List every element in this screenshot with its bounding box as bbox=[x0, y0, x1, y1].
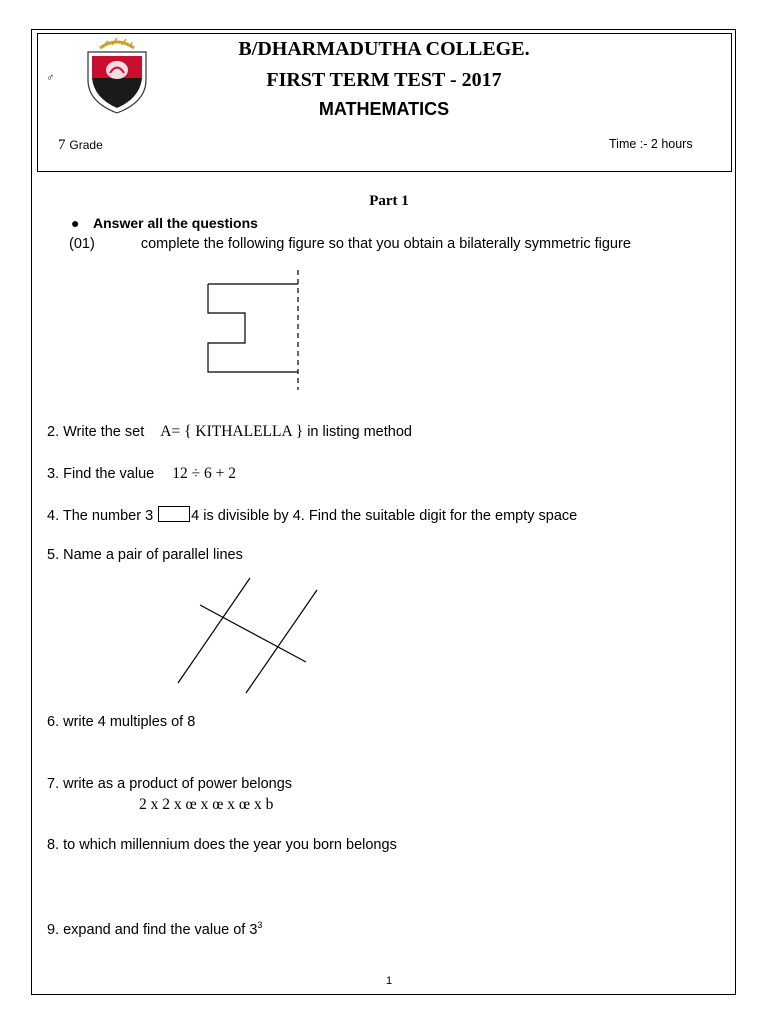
test-title: FIRST TERM TEST - 2017 bbox=[266, 69, 502, 91]
q8-text: 8. to which millennium does the year you born belongs bbox=[47, 837, 397, 853]
question-6 bbox=[47, 714, 195, 730]
empty-digit-box bbox=[158, 506, 190, 522]
question-1 bbox=[69, 236, 631, 252]
grade bbox=[58, 136, 103, 154]
q3-text: 3. Find the value bbox=[47, 466, 155, 482]
question-8 bbox=[47, 837, 397, 853]
q6-text: 6. write 4 multiples of 8 bbox=[47, 714, 196, 730]
question-3 bbox=[47, 465, 236, 483]
grade-number: 7 bbox=[58, 137, 66, 153]
part-heading: Part 1 bbox=[369, 193, 409, 209]
question-7 bbox=[47, 776, 292, 792]
q3-expression: 12 ÷ 6 + 2 bbox=[172, 465, 236, 482]
question-4 bbox=[47, 506, 577, 524]
page-number: 1 bbox=[385, 975, 393, 987]
school-name: B/DHARMADUTHA COLLEGE. bbox=[238, 38, 530, 60]
q5-text: 5. Name a pair of parallel lines bbox=[47, 547, 243, 563]
bullet-icon: ● bbox=[71, 215, 80, 231]
q7-text: 7. write as a product of power belongs bbox=[47, 776, 293, 792]
q1-number: (01) bbox=[69, 236, 95, 252]
question-9 bbox=[47, 920, 262, 938]
q1-text: complete the following figure so that you obtain a bilaterally symmetric figure bbox=[140, 236, 631, 252]
q2-set: A= { KITHALELLA } bbox=[160, 423, 304, 440]
question-2 bbox=[47, 423, 412, 441]
question-5 bbox=[47, 547, 243, 563]
instruction-text: Answer all the questions bbox=[93, 215, 258, 231]
q9-text: 9. expand and find the value of 3 bbox=[47, 921, 258, 938]
instruction bbox=[71, 215, 258, 231]
time-allowed: Time :- 2 hours bbox=[609, 137, 693, 151]
q9-exponent: 3 bbox=[257, 920, 263, 930]
q7-expression: 2 x 2 x œ x œ x œ x b bbox=[139, 796, 274, 813]
q4-text-b: 4 is divisible by 4. Find the suitable digit for the empty space bbox=[191, 508, 578, 524]
parallel-lines-figure bbox=[170, 575, 330, 700]
subject-title: MATHEMATICS bbox=[318, 99, 450, 119]
symmetry-figure bbox=[200, 268, 310, 393]
q4-text-a: 4. The number 3 bbox=[47, 508, 154, 524]
q2-text: 2. Write the set bbox=[47, 424, 145, 440]
small-mark: ♂ bbox=[46, 72, 55, 84]
grade-label: Grade bbox=[69, 138, 103, 152]
q2-tail: in listing method bbox=[307, 424, 412, 440]
